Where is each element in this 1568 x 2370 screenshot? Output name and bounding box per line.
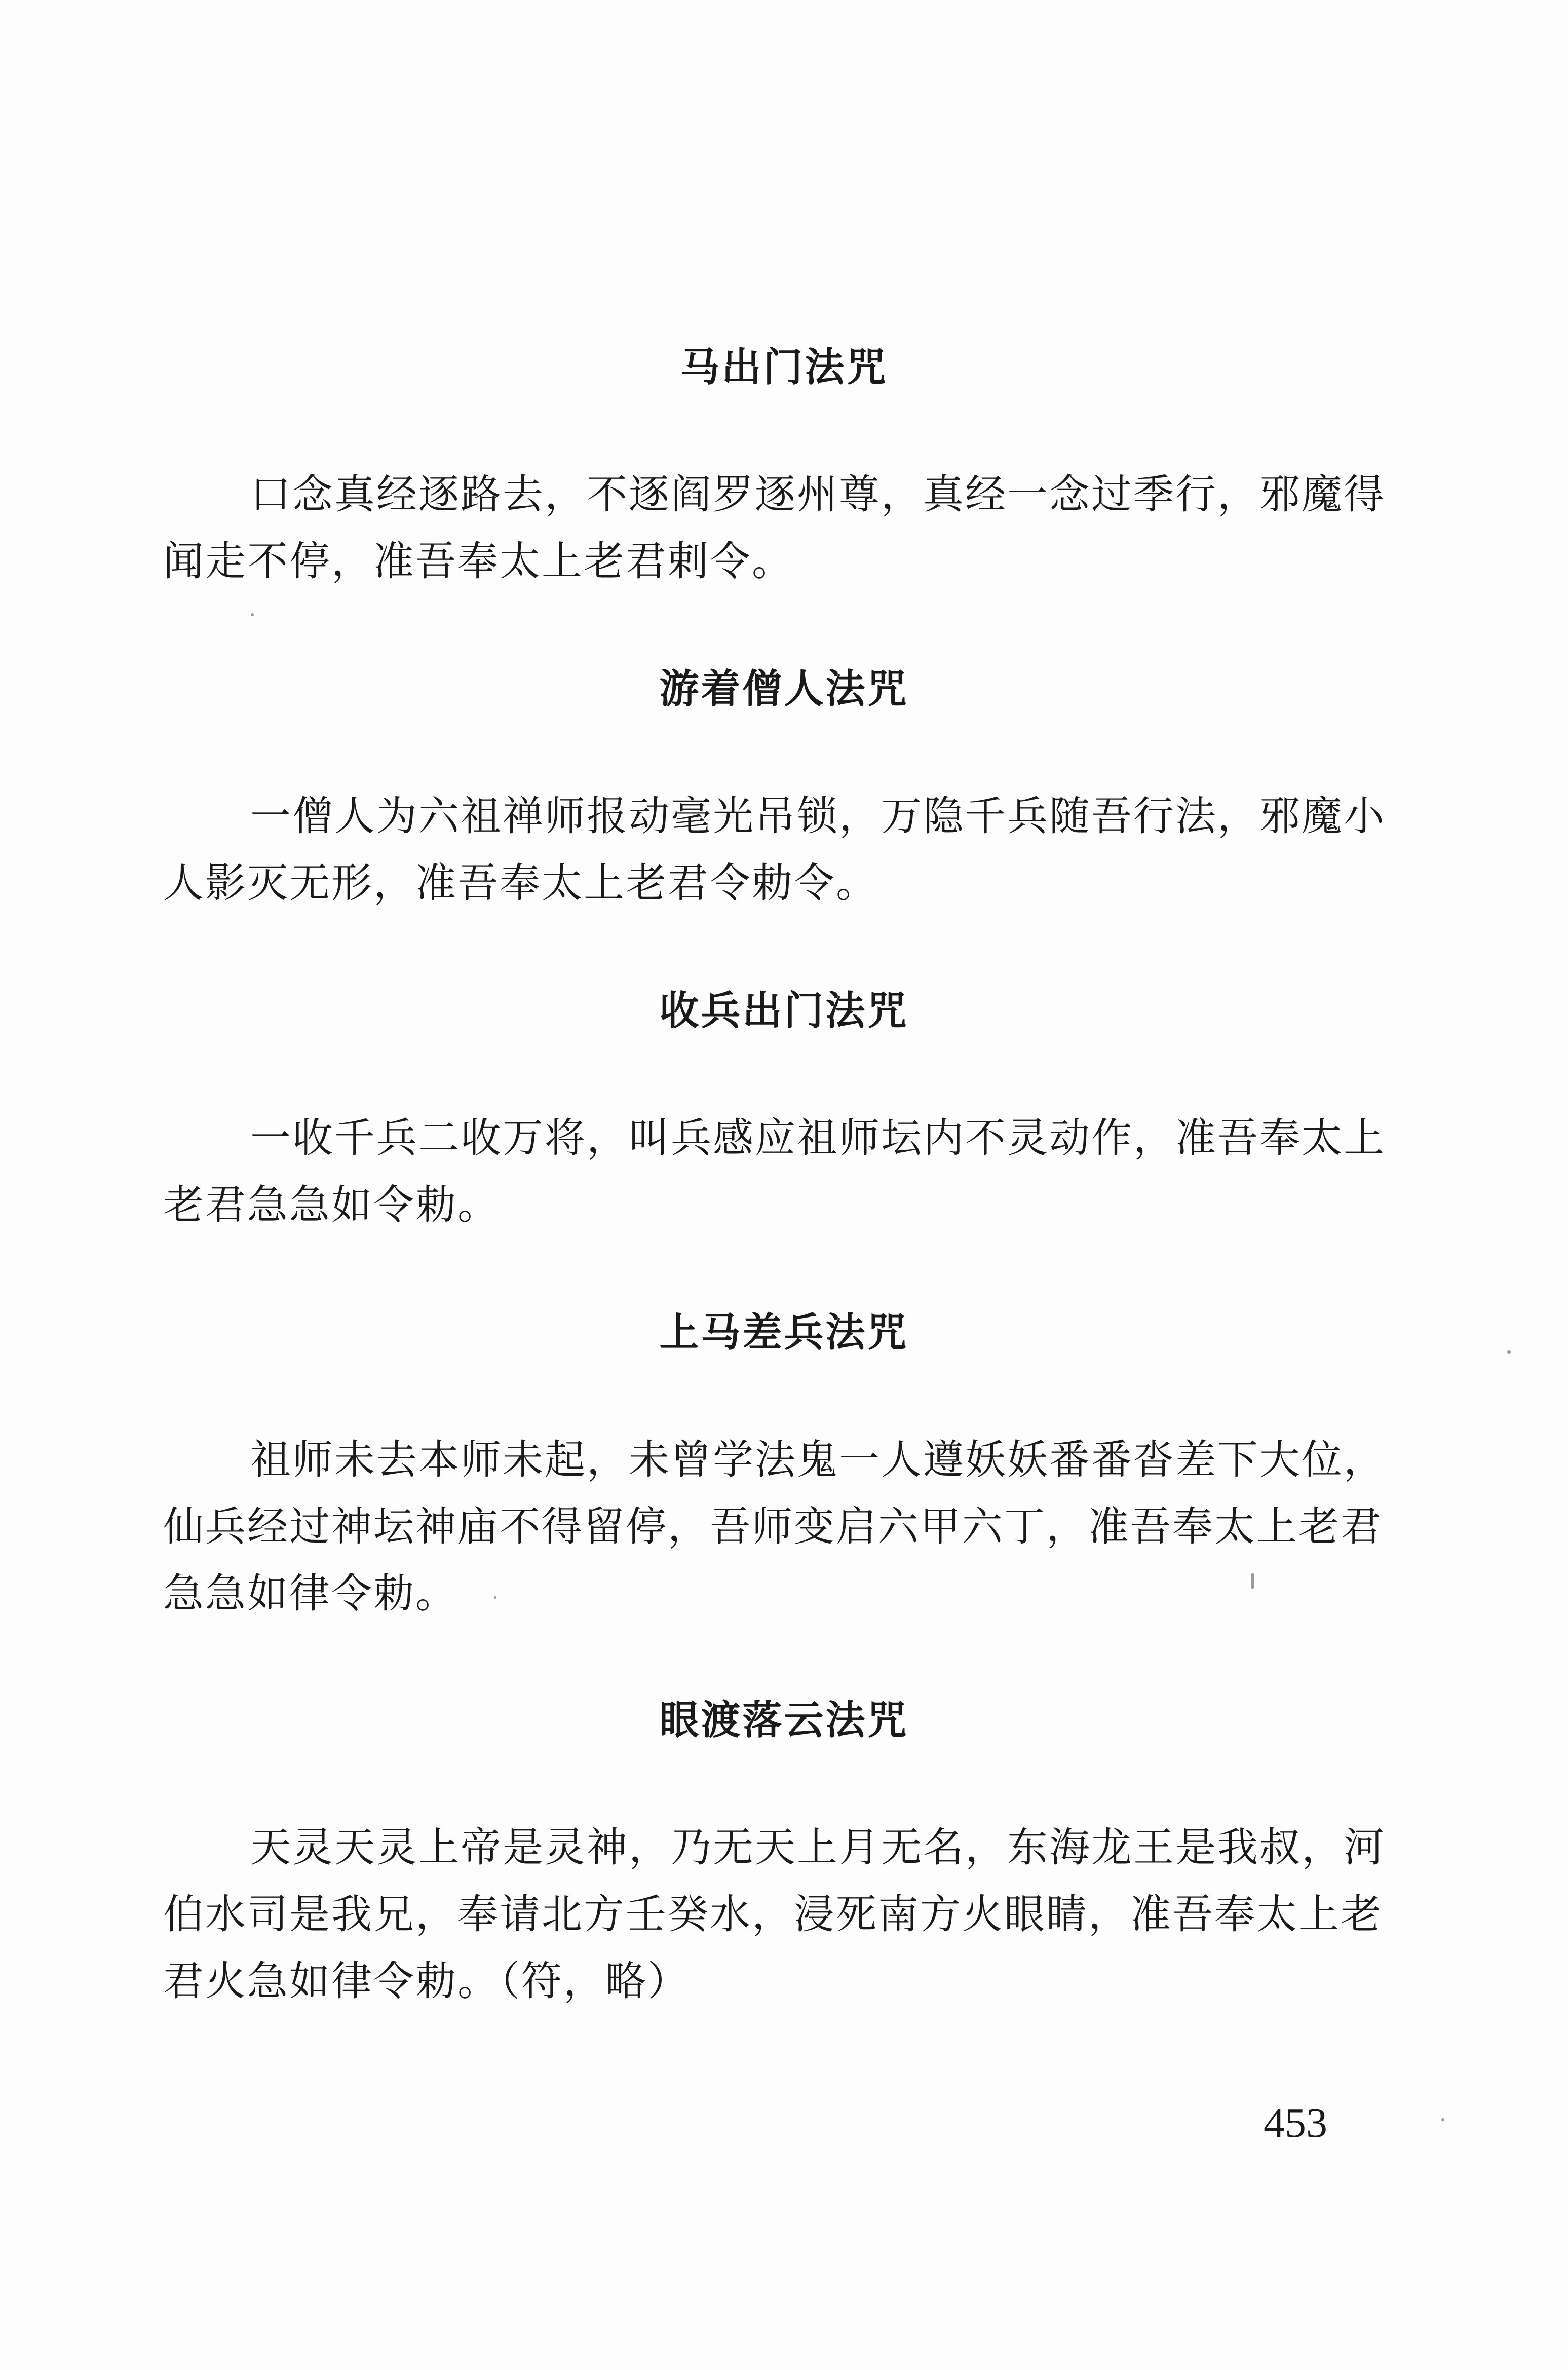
section-title-4: 上马差兵法咒 <box>659 1310 909 1356</box>
body-line: 一收千兵二收万将，叫兵感应祖师坛内不灵动作，准吾奉太上 <box>250 1114 1386 1161</box>
section-title-5: 眼渡落云法咒 <box>659 1698 909 1743</box>
section-body-1 <box>163 461 1386 595</box>
body-line: 祖师未去本师未起，未曾学法鬼一人遵妖妖番番沓差下大位， <box>250 1436 1386 1483</box>
section-title-3: 收兵出门法咒 <box>659 988 909 1034</box>
body-line: 人影灭无形，准吾奉太上老君令勅令。 <box>163 859 878 907</box>
scan-speck <box>1251 1573 1254 1589</box>
body-line: 一僧人为六祖禅师报动毫光吊锁，万隐千兵随吾行法，邪魔小 <box>250 793 1386 840</box>
body-line: 君火急如律令勅。（符，略） <box>163 1958 690 2005</box>
section-body-2 <box>163 783 1386 917</box>
body-line: 天灵天灵上帝是灵神，乃无天上月无名，东海龙王是我叔，河 <box>250 1824 1386 1871</box>
scan-speck <box>251 613 254 616</box>
body-line: 仙兵经过神坛神庙不得留停，吾师变启六甲六丁，准吾奉太上老君 <box>163 1503 1383 1550</box>
section-body-4 <box>163 1426 1386 1627</box>
body-line: 口念真经逐路去，不逐阎罗逐州尊，真经一念过季行，邪魔得 <box>250 471 1386 518</box>
scan-speck <box>1441 2118 1444 2121</box>
scan-speck <box>494 1596 496 1599</box>
body-line: 伯水司是我兄，奉请北方壬癸水，浸死南方火眼睛，准吾奉太上老 <box>163 1891 1383 1938</box>
section-body-3 <box>163 1105 1386 1238</box>
page-number: 453 <box>1264 2099 1327 2147</box>
body-line: 老君急急如令勅。 <box>163 1181 500 1228</box>
body-line: 闻走不停，准吾奉太上老君剌令。 <box>163 538 794 585</box>
section-title-2: 游着僧人法咒 <box>659 666 909 712</box>
body-line: 急急如律令勅。 <box>163 1570 457 1617</box>
section-title-1: 马出门法咒 <box>680 345 888 390</box>
section-body-5 <box>163 1814 1386 2015</box>
scan-speck <box>1507 1350 1511 1354</box>
